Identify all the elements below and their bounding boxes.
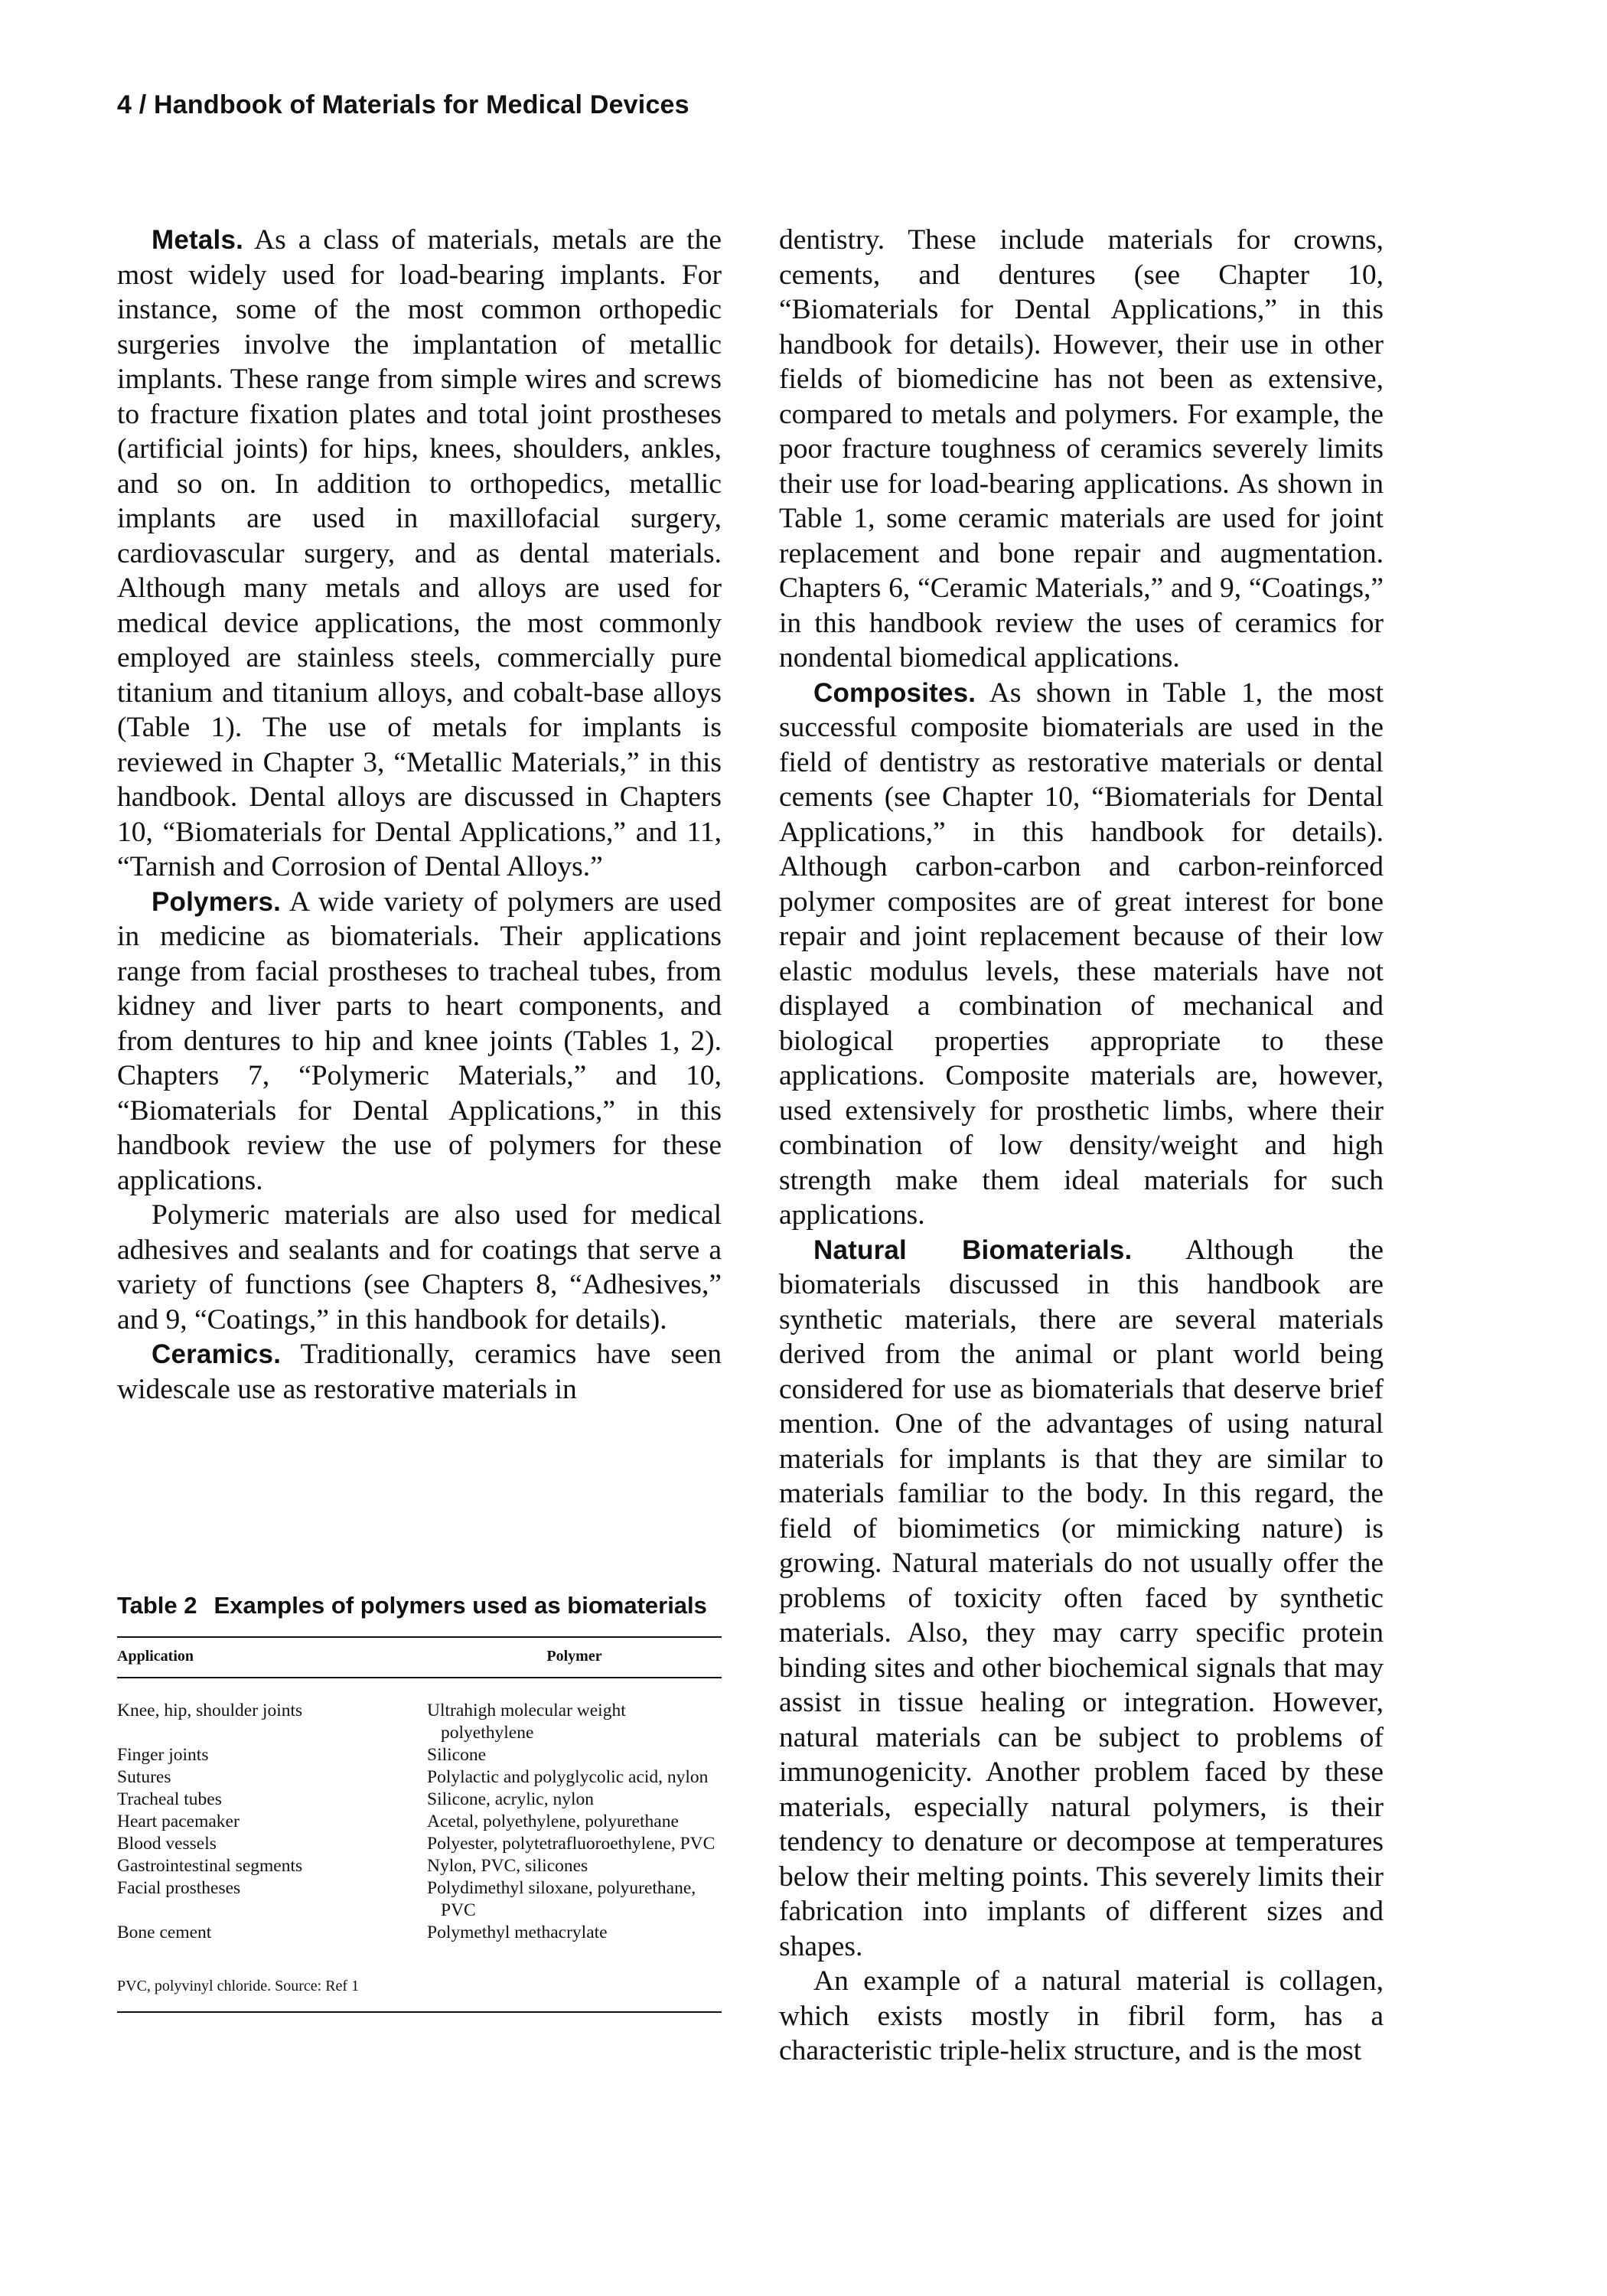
table-row	[117, 1744, 722, 1766]
ceramics-text: Traditionally, ceramics have seen widescale use as restorative materials in	[117, 1339, 722, 1405]
polymer-value: Polymethyl methacrylate	[427, 1923, 608, 1942]
metals-heading: Metals.	[152, 225, 244, 255]
application-cell: Gastrointestinal segments	[117, 1856, 303, 1876]
polymer-cell	[427, 1922, 722, 1950]
running-head: 4 / Handbook of Materials for Medical Devices	[117, 90, 689, 119]
table-footnote: PVC, polyvinyl chloride. Source: Ref 1	[117, 1976, 722, 2013]
metals-text: As a class of materials, metals are the most widely used for load-bearing implants. For instance, some of the most common orthopedic surgeries involve the implantation of metallic implants. These range from simple wires and screws to fracture fixation plates and total joint prostheses (artificial joints) for hips, knees, shoulders, ankles, and so on. In addition to orthopedics, metallic implants are used in maxillofacial surgery, cardiovascular surgery, and as dental materials. Although many metals and alloys are used for medical device applications, the most commonly employed are stainless steels, commercially pure titanium and titanium alloys, and cobalt-base alloys (Table 1). The use of metals for implants is reviewed in Chapter 3, “Metallic Materials,” in this handbook. Dental alloys are discussed in Chapters 10, “Biomaterials for Dental Applications,” and 11, “Tarnish and Corrosion of Dental Alloys.”	[117, 224, 722, 882]
polymer-cell	[427, 1789, 722, 1811]
table-row	[117, 1789, 722, 1811]
polymer-value: Silicone, acrylic, nylon	[427, 1789, 594, 1809]
collagen-paragraph: An example of a natural material is collagen, which exists mostly in fibril form, has a characteristic triple-helix structure, and is the most	[779, 1965, 1384, 2066]
natural-biomaterials-text: Although the biomaterials discussed in this handbook are synthetic materials, there are several materials derived from the animal or plant world being considered for use as biomaterials that deserve brief mention. One of the advantages of using natural materials for implants is that they are similar to materials familiar to the body. In this regard, the field of biomimetics (or mimicking nature) is growing. Natural materials do not usually offer the problems of toxicity often faced by synthetic materials. Also, they may carry specific protein binding sites and other biochemical signals that may assist in tissue healing or integration. However, natural materials can be subject to problems of immunogenicity. Another problem faced by these materials, especially natural polymers, is their tendency to denature or decompose at temperatures below their melting points. This severely limits their fabrication into implants of different sizes and shapes.	[779, 1234, 1384, 1962]
ceramics-paragraph	[117, 1337, 722, 1407]
application-cell: Finger joints	[117, 1745, 209, 1765]
table-row	[117, 1855, 722, 1877]
ceramics-continued-paragraph: dentistry. These include materials for crowns, cements, and dentures (see Chapter 10, “Biomaterials for Dental Applications,” in this handbook for details). However, their use in other fields of biomedicine has not been as extensive, compared to metals and polymers. For example, the poor fracture toughness of ceramics severely limits their use for load-bearing applications. As shown in Table 1, some ceramic materials are used for joint replacement and bone repair and augmentation. Chapters 6, “Ceramic Materials,” and 9, “Coatings,” in this handbook review the uses of ceramics for nondental biomedical applications.	[779, 224, 1384, 673]
table-row	[117, 1811, 722, 1833]
col-header-application: Application	[117, 1637, 427, 1678]
polymer-value: Silicone	[427, 1745, 487, 1765]
application-cell: Knee, hip, shoulder joints	[117, 1701, 303, 1720]
right-column	[779, 223, 1384, 2069]
application-cell: Sutures	[117, 1767, 171, 1787]
ceramics-heading: Ceramics.	[152, 1339, 282, 1369]
table-row	[117, 1833, 722, 1855]
left-column	[117, 223, 722, 1407]
composites-text: As shown in Table 1, the most successful composite biomaterials are used in the field of dentistry as restorative materials or dental cements (see Chapter 10, “Biomaterials for Dental Applications,” in this handbook for details). Although carbon-carbon and carbon-reinforced polymer composites are of great interest for bone repair and joint replacement because of their low elastic modulus levels, these materials have not displayed a combination of mechanical and biological properties appropriate to these applications. Composite materials are, however, used extensively for prosthetic limbs, where their combination of low density/weight and high strength make them ideal materials for such applications.	[779, 677, 1384, 1231]
polymer-cell	[427, 1833, 722, 1855]
application-cell: Heart pacemaker	[117, 1812, 240, 1831]
polymer-value: Polylactic and polyglycolic acid, nylon	[427, 1767, 709, 1787]
table-row	[117, 1766, 722, 1789]
application-cell: Bone cement	[117, 1923, 212, 1942]
polymer-cell	[427, 1678, 722, 1744]
application-cell: Blood vessels	[117, 1834, 217, 1854]
application-cell: Facial prostheses	[117, 1878, 241, 1898]
polymer-cell	[427, 1811, 722, 1833]
table-number: Table 2	[117, 1592, 197, 1619]
polymers-paragraph	[117, 885, 722, 1199]
polymer-value: Polyester, polytetrafluoroethylene, PVC	[427, 1834, 715, 1854]
polymers-paragraph-2: Polymeric materials are also used for medical adhesives and sealants and for coatings that serve a variety of functions (see Chapters 8, “Adhesives,” and 9, “Coatings,” in this handbook for details).	[117, 1199, 722, 1336]
polymer-value: Acetal, polyethylene, polyurethane	[427, 1812, 679, 1831]
composites-paragraph	[779, 676, 1384, 1233]
col-header-polymer: Polymer	[427, 1637, 722, 1678]
polymer-value: Ultrahigh molecular weight polyethylene	[427, 1701, 626, 1743]
metals-paragraph	[117, 223, 722, 885]
table-row	[117, 1922, 722, 1950]
polymer-cell	[427, 1744, 722, 1766]
polymer-value: Nylon, PVC, silicones	[427, 1856, 588, 1876]
table-caption	[117, 1590, 722, 1621]
composites-heading: Composites.	[813, 677, 976, 708]
natural-biomaterials-heading: Natural Biomaterials.	[813, 1234, 1133, 1265]
table-header-row	[117, 1637, 722, 1678]
table-title: Examples of polymers used as biomaterials	[214, 1592, 707, 1619]
polymer-cell	[427, 1877, 722, 1922]
application-cell: Tracheal tubes	[117, 1789, 222, 1809]
natural-biomaterials-paragraph	[779, 1233, 1384, 1965]
table-2	[117, 1590, 722, 2013]
table-row	[117, 1678, 722, 1744]
polymer-table	[117, 1636, 722, 1950]
table-row	[117, 1877, 722, 1922]
polymers-text: A wide variety of polymers are used in medicine as biomaterials. Their applications range from facial prostheses to tracheal tubes, from kidney and liver parts to heart components, and from dentures to hip and knee joints (Tables 1, 2). Chapters 7, “Polymeric Materials,” and 10, “Biomaterials for Dental Applications,” in this handbook review the use of polymers for these applications.	[117, 885, 722, 1196]
polymer-value: Polydimethyl siloxane, polyurethane, PVC	[427, 1878, 696, 1920]
polymer-cell	[427, 1766, 722, 1789]
polymer-cell	[427, 1855, 722, 1877]
polymers-heading: Polymers.	[152, 886, 282, 917]
